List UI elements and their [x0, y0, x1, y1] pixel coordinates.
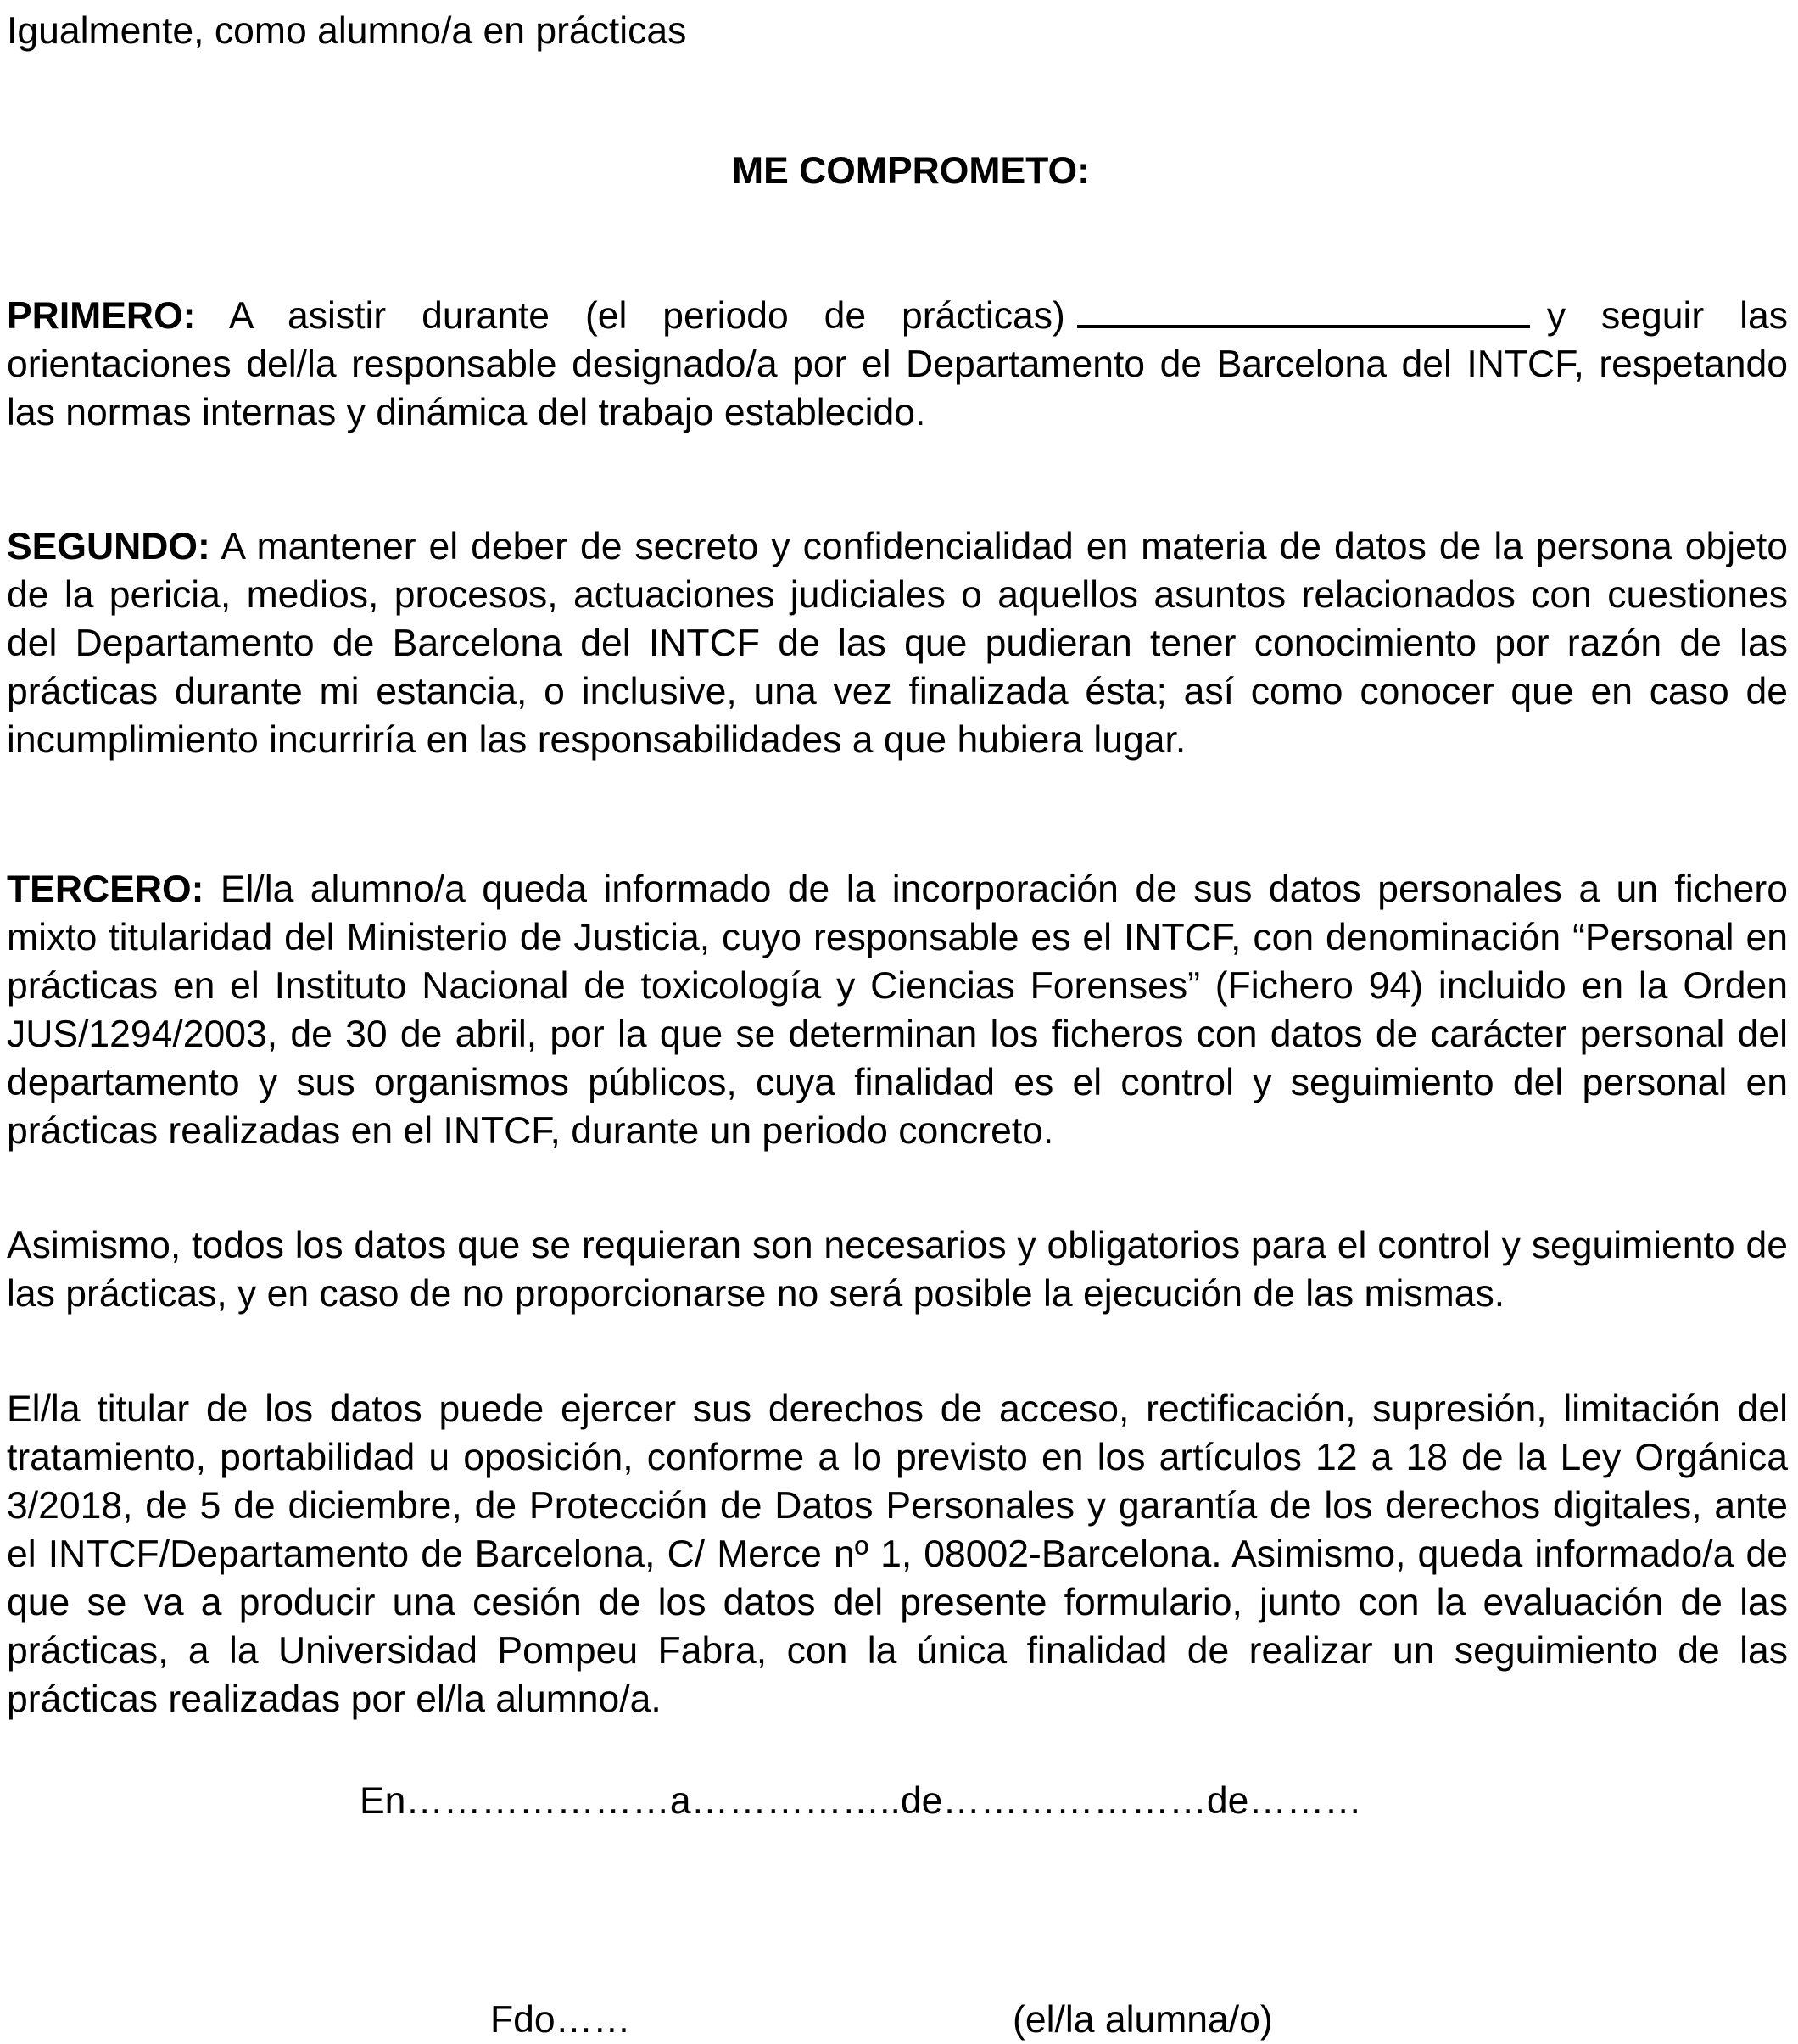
paragraph-asimismo: Asimismo, todos los datos que se requieran son necesarios y obligatorios para el control y seguimiento de las prácticas, y en caso de no proporcionarse no será posible la ejecución de las mismas. [7, 1225, 1788, 1315]
paragraph-derechos: El/la titular de los datos puede ejercer sus derechos de acceso, rectificación, supresión, limitación del tratamiento, portabilidad u oposición, conforme a lo previsto en los artículos 12 a 18 de la Ley Orgánica 3/2018, de 5 de diciembre, de Protección de Datos Personales y garantía de los derechos digitales, ante el INTCF/Departamento de Barcelona, C/ Merce nº 1, 08002-Barcelona. Asimismo, queda informado/a de que se va a producir una cesión de los datos del presente formulario, junto con la evaluación de las prácticas, a la Universidad Pompeu Fabra, con la única finalidad de realizar un seguimiento de las prácticas realizadas por el/la alumno/a. [7, 1388, 1788, 1720]
clause-primero-text-after: y seguir las orientaciones del/la responsable designado/a por el Departamento de Barcelona del INTCF, respetando las normas internas y dinámica del trabajo establecido. [7, 295, 1788, 433]
clause-segundo-label: SEGUNDO: [7, 526, 210, 567]
clause-tercero [7, 865, 1788, 1155]
clause-primero-text-before: A asistir durante (el periodo de prácticas) [195, 295, 1065, 337]
clause-segundo-text: A mantener el deber de secreto y confidencialidad en materia de datos de la persona objeto de la pericia, medios, procesos, actuaciones judiciales o aquellos asuntos relacionados con cuestiones del Departamento de Barcelona del INTCF de las que pudieran tener conocimiento por razón de las prácticas durante mi estancia, o inclusive, una vez finalizada ésta; así como conocer que en caso de incumplimiento incurriría en las responsabilidades a que hubiera lugar. [7, 526, 1788, 761]
clause-tercero-label: TERCERO: [7, 868, 204, 910]
clause-primero [7, 288, 1788, 437]
signature-line[interactable]: Fdo…… [490, 1999, 631, 2041]
place-date-line[interactable]: En…………………a……………..de…………………de……… [360, 1780, 1362, 1822]
signature-role: (el/la alumna/o) [1013, 1999, 1273, 2041]
intro-line: Igualmente, como alumno/a en prácticas [7, 10, 687, 52]
commitment-heading: ME COMPROMETO: [732, 150, 1090, 192]
clause-tercero-text: El/la alumno/a queda informado de la incorporación de sus datos personales a un fichero mixto titularidad del Ministerio de Justicia, cuyo responsable es el INTCF, con denominación “Personal en prácticas en el Instituto Nacional de toxicología y Ciencias Forenses” (Fichero 94) incluido en la Orden JUS/1294/2003, de 30 de abril, por la que se determinan los ficheros con datos de carácter personal del departamento y sus organismos públicos, cuya finalidad es el control y seguimiento del personal en prácticas realizadas en el INTCF, durante un periodo concreto. [7, 868, 1788, 1152]
period-blank-field[interactable] [1077, 288, 1530, 328]
clause-primero-label: PRIMERO: [7, 295, 196, 337]
clause-segundo [7, 522, 1788, 764]
